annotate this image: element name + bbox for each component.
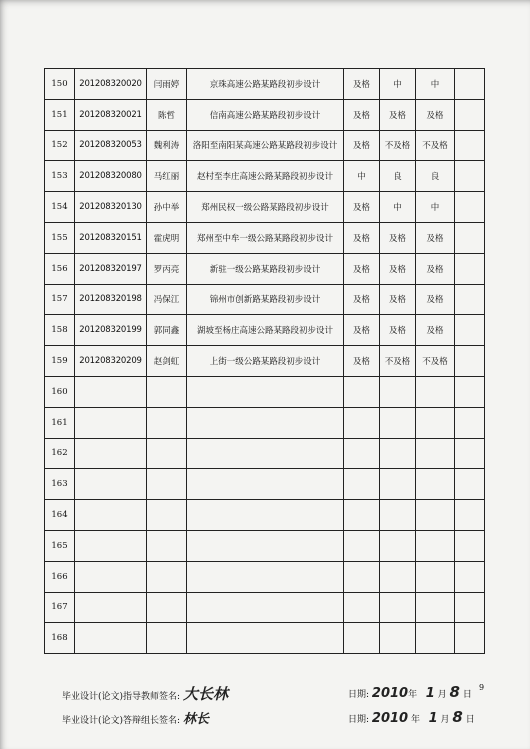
- grade-reviewer: 及格: [380, 315, 416, 346]
- grade-reviewer: [380, 530, 416, 561]
- leader-signature: 林长: [182, 712, 209, 727]
- student-id: 201208320198: [75, 284, 147, 315]
- date-day-suffix: 日: [462, 690, 472, 700]
- table-row: [45, 500, 485, 531]
- grade-defense: 及格: [416, 284, 455, 315]
- student-name: 赵剑虹: [147, 346, 187, 377]
- date-label: 日期:: [348, 715, 370, 725]
- table-row: [45, 161, 485, 192]
- grade-advisor: [344, 500, 380, 531]
- grade-defense: [416, 561, 455, 592]
- table-row: [45, 376, 485, 407]
- date-year: 2010: [371, 686, 409, 701]
- thesis-title: 上街一级公路某路段初步设计: [187, 346, 344, 377]
- grade-reviewer: 及格: [380, 222, 416, 253]
- student-name: [147, 407, 187, 438]
- remark-cell: [455, 99, 485, 130]
- thesis-title: 湖坡至杨庄高速公路某路段初步设计: [187, 315, 344, 346]
- row-number: 156: [45, 253, 75, 284]
- table-row: [45, 561, 485, 592]
- student-id: 201208320021: [75, 99, 147, 130]
- grade-advisor: [344, 469, 380, 500]
- remark-cell: [455, 407, 485, 438]
- grade-defense: [416, 500, 455, 531]
- grade-advisor: 及格: [344, 253, 380, 284]
- advisor-date: [348, 683, 472, 701]
- grade-defense: [416, 407, 455, 438]
- grade-advisor: [344, 561, 380, 592]
- student-id: [75, 376, 147, 407]
- student-name: 孙中举: [147, 192, 187, 223]
- row-number: 168: [45, 623, 75, 654]
- grade-reviewer: 及格: [380, 284, 416, 315]
- grade-advisor: [344, 623, 380, 654]
- student-name: [147, 438, 187, 469]
- remark-cell: [455, 130, 485, 161]
- grade-reviewer: 良: [380, 161, 416, 192]
- grade-advisor: 及格: [344, 222, 380, 253]
- row-number: 154: [45, 192, 75, 223]
- grade-defense: 中: [416, 192, 455, 223]
- row-number: 163: [45, 469, 75, 500]
- student-id: [75, 438, 147, 469]
- grade-defense: 中: [416, 69, 455, 100]
- thesis-title: [187, 469, 344, 500]
- grade-reviewer: [380, 376, 416, 407]
- thesis-title: 新驻一级公路某路段初步设计: [187, 253, 344, 284]
- table-row: [45, 438, 485, 469]
- remark-cell: [455, 346, 485, 377]
- row-number: 152: [45, 130, 75, 161]
- row-number: 158: [45, 315, 75, 346]
- thesis-title: [187, 407, 344, 438]
- row-number: 164: [45, 500, 75, 531]
- grade-advisor: [344, 592, 380, 623]
- row-number: 151: [45, 99, 75, 130]
- student-name: [147, 500, 187, 531]
- row-number: 153: [45, 161, 75, 192]
- thesis-title: 赵村至李庄高速公路某路段初步设计: [187, 161, 344, 192]
- student-id: 201208320053: [75, 130, 147, 161]
- student-id: [75, 469, 147, 500]
- table-row: [45, 284, 485, 315]
- thesis-title: [187, 592, 344, 623]
- grade-defense: 良: [416, 161, 455, 192]
- date-day: 8: [449, 683, 460, 701]
- table-row: [45, 407, 485, 438]
- remark-cell: [455, 253, 485, 284]
- student-name: 魏利涛: [147, 130, 187, 161]
- grade-defense: 及格: [416, 222, 455, 253]
- remark-cell: [455, 623, 485, 654]
- remark-cell: [455, 192, 485, 223]
- grade-reviewer: [380, 592, 416, 623]
- thesis-title: [187, 530, 344, 561]
- student-id: [75, 561, 147, 592]
- thesis-title: [187, 438, 344, 469]
- grades-table-body: [45, 69, 485, 654]
- remark-cell: [455, 561, 485, 592]
- date-month-suffix: 月: [440, 715, 450, 725]
- date-year-suffix: 年: [410, 715, 420, 725]
- row-number: 165: [45, 530, 75, 561]
- table-row: [45, 346, 485, 377]
- student-id: 201208320130: [75, 192, 147, 223]
- leader-signature-line: [62, 708, 209, 727]
- grade-reviewer: 及格: [380, 99, 416, 130]
- remark-cell: [455, 469, 485, 500]
- grade-reviewer: 不及格: [380, 130, 416, 161]
- table-row: [45, 222, 485, 253]
- thesis-title: [187, 500, 344, 531]
- row-number: 167: [45, 592, 75, 623]
- thesis-title: [187, 561, 344, 592]
- grade-reviewer: [380, 407, 416, 438]
- advisor-signature-label: 毕业设计(论文)指导教师签名:: [62, 692, 181, 702]
- row-number: 160: [45, 376, 75, 407]
- remark-cell: [455, 222, 485, 253]
- student-id: 201208320197: [75, 253, 147, 284]
- grade-advisor: 及格: [344, 284, 380, 315]
- grade-defense: 不及格: [416, 130, 455, 161]
- table-row: [45, 99, 485, 130]
- student-name: [147, 592, 187, 623]
- table-row: [45, 592, 485, 623]
- student-id: [75, 530, 147, 561]
- table-row: [45, 530, 485, 561]
- leader-signature-label: 毕业设计(论文)答辩组长签名:: [62, 716, 181, 726]
- student-id: [75, 500, 147, 531]
- grade-advisor: 中: [344, 161, 380, 192]
- date-year: 2010: [371, 711, 409, 726]
- table-row: [45, 623, 485, 654]
- grade-advisor: [344, 407, 380, 438]
- remark-cell: [455, 315, 485, 346]
- student-id: [75, 592, 147, 623]
- student-name: [147, 376, 187, 407]
- student-name: [147, 623, 187, 654]
- student-name: 冯保江: [147, 284, 187, 315]
- grade-reviewer: [380, 623, 416, 654]
- grades-table: [44, 68, 485, 654]
- grade-reviewer: 中: [380, 192, 416, 223]
- date-year-suffix: 年: [408, 690, 418, 700]
- student-name: [147, 530, 187, 561]
- grade-advisor: [344, 438, 380, 469]
- remark-cell: [455, 69, 485, 100]
- remark-cell: [455, 376, 485, 407]
- row-number: 150: [45, 69, 75, 100]
- table-row: [45, 469, 485, 500]
- student-name: [147, 561, 187, 592]
- grade-reviewer: 不及格: [380, 346, 416, 377]
- student-name: 郭同鑫: [147, 315, 187, 346]
- thesis-title: 京珠高速公路某路段初步设计: [187, 69, 344, 100]
- grade-defense: [416, 376, 455, 407]
- grade-defense: 不及格: [416, 346, 455, 377]
- row-number: 155: [45, 222, 75, 253]
- grade-defense: 及格: [416, 253, 455, 284]
- grade-advisor: 及格: [344, 99, 380, 130]
- row-number: 159: [45, 346, 75, 377]
- grade-defense: [416, 438, 455, 469]
- student-name: 霍虎明: [147, 222, 187, 253]
- thesis-title: 信南高速公路某路段初步设计: [187, 99, 344, 130]
- thesis-title: 锦州市创新路某路段初步设计: [187, 284, 344, 315]
- date-label: 日期:: [348, 690, 370, 700]
- grade-reviewer: [380, 438, 416, 469]
- remark-cell: [455, 161, 485, 192]
- date-month: 1: [425, 686, 435, 701]
- student-id: 201208320199: [75, 315, 147, 346]
- date-day: 8: [452, 708, 463, 726]
- row-number: 157: [45, 284, 75, 315]
- grade-reviewer: [380, 500, 416, 531]
- grade-defense: [416, 469, 455, 500]
- remark-cell: [455, 592, 485, 623]
- grade-defense: 及格: [416, 315, 455, 346]
- grade-advisor: 及格: [344, 315, 380, 346]
- student-name: 罗丙亮: [147, 253, 187, 284]
- thesis-title: 洛阳至南阳某高速公路某路段初步设计: [187, 130, 344, 161]
- grade-reviewer: [380, 469, 416, 500]
- thesis-title: [187, 376, 344, 407]
- grade-advisor: [344, 530, 380, 561]
- student-name: 马红丽: [147, 161, 187, 192]
- grade-defense: [416, 530, 455, 561]
- table-row: [45, 253, 485, 284]
- grade-advisor: [344, 376, 380, 407]
- table-row: [45, 130, 485, 161]
- table-row: [45, 315, 485, 346]
- advisor-signature-line: [62, 683, 228, 704]
- remark-cell: [455, 530, 485, 561]
- grade-reviewer: [380, 561, 416, 592]
- row-number: 166: [45, 561, 75, 592]
- student-id: 201208320151: [75, 222, 147, 253]
- grade-reviewer: 及格: [380, 253, 416, 284]
- date-month-suffix: 月: [437, 690, 447, 700]
- remark-cell: [455, 438, 485, 469]
- grade-reviewer: 中: [380, 69, 416, 100]
- student-id: 201208320209: [75, 346, 147, 377]
- grade-defense: 及格: [416, 99, 455, 130]
- remark-cell: [455, 500, 485, 531]
- row-number: 162: [45, 438, 75, 469]
- row-number: 161: [45, 407, 75, 438]
- thesis-title: [187, 623, 344, 654]
- student-id: 201208320080: [75, 161, 147, 192]
- table-row: [45, 192, 485, 223]
- student-id: [75, 623, 147, 654]
- grade-advisor: 及格: [344, 346, 380, 377]
- student-name: 闫雨婷: [147, 69, 187, 100]
- student-name: 陈哲: [147, 99, 187, 130]
- date-month: 1: [428, 711, 438, 726]
- remark-cell: [455, 284, 485, 315]
- date-day-suffix: 日: [465, 715, 475, 725]
- table-row: [45, 69, 485, 100]
- student-id: [75, 407, 147, 438]
- student-id: 201208320020: [75, 69, 147, 100]
- grade-defense: [416, 623, 455, 654]
- grade-advisor: 及格: [344, 130, 380, 161]
- grade-defense: [416, 592, 455, 623]
- student-name: [147, 469, 187, 500]
- thesis-title: 郑州民权一级公路某路段初步设计: [187, 192, 344, 223]
- advisor-signature: 大长林: [182, 685, 228, 703]
- page-number: 9: [479, 683, 485, 692]
- thesis-title: 郑州至中牟一级公路某路段初步设计: [187, 222, 344, 253]
- leader-date: [348, 708, 475, 726]
- grade-advisor: 及格: [344, 69, 380, 100]
- grade-advisor: 及格: [344, 192, 380, 223]
